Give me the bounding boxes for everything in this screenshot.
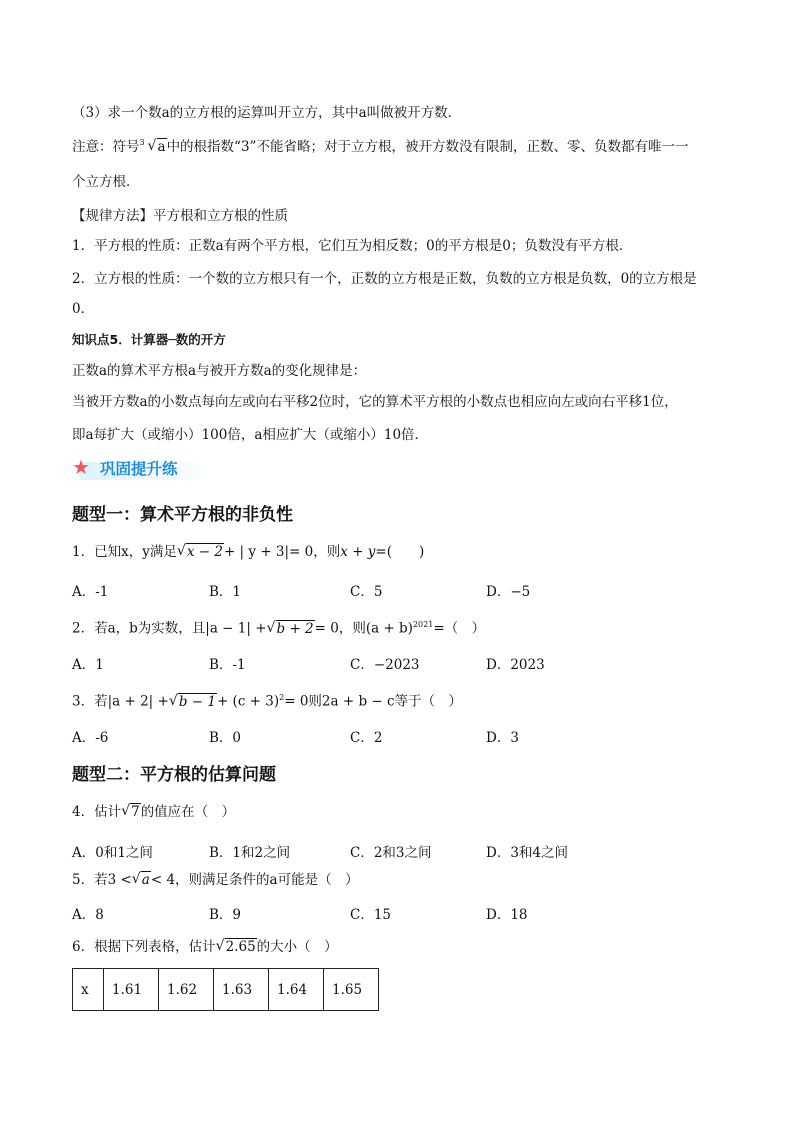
kp5-line1: 正数a的算术平方根a与被开方数a的变化规律是： [72,363,367,379]
table-cell: 1.63 [214,969,269,1011]
option-c: C．5 [350,584,383,600]
option-a: A．1 [72,657,104,673]
table-cell: 1.62 [159,969,214,1011]
table-cell: x [73,969,104,1011]
table-cell: 1.61 [104,969,159,1011]
option-c: C．15 [350,907,392,923]
question-3: 3．若|a + 2| +√ $b - 1+ (c + 3)^2= 0$则2a + b − c等于（ ） [72,689,462,711]
option-b: B．0 [209,730,242,746]
option-d: D．−5 [486,584,531,600]
sqrt-symbol: √ a [132,871,151,889]
sqrt-symbol: √ x − 2 [177,543,224,561]
option-c: C．2 [350,730,383,746]
options-3 [72,726,632,744]
option-a: A．-1 [72,584,109,600]
banner-title: 巩固提升练 [100,460,178,478]
table-cell: 1.65 [324,969,379,1011]
intro-note-end: 个立方根． [72,174,140,190]
option-b: B．-1 [209,657,246,673]
intro-p3: （3）求一个数a的立方根的运算叫开立方，其中a叫做被开方数． [72,105,462,121]
section-banner [72,456,272,480]
options-4 [72,841,632,859]
option-c: C．−2023 [350,657,420,673]
kp5-line2: 当被开方数a的小数点每向左或向右平移2位时，它的算术平方根的小数点也相应向左或向右平移1位， [72,394,678,410]
sqrt-symbol: √ b − 1 [169,693,217,711]
table-cell: 1.64 [269,969,324,1011]
rule-1: 1．平方根的性质：正数a有两个平方根，它们互为相反数；0的平方根是0；负数没有平方根． [72,238,633,254]
option-b: B．1 [209,584,242,600]
question-5: 5．若3 <√ a< 4，则满足条件的a可能是（ ） [72,871,359,889]
rule-2-end: 0． [72,301,95,317]
rules-heading: 【规律方法】平方根和立方根的性质 [72,208,288,224]
option-b: B．9 [209,907,242,923]
question-2: 2．若a，b为实数，且|a − 1| +√ b + 2= 0，则$(a + b)^{2021}=$（ ） [72,616,485,638]
sqrt-symbol: √ 2.65 [216,938,257,956]
cube-root-symbol: 3 √ a [140,138,167,156]
star-icon: ★ [72,455,90,479]
table-row [73,969,379,1011]
option-b: B．1和2之间 [209,845,291,861]
option-a: A．8 [72,907,104,923]
value-table [72,968,379,1011]
type1-heading: 题型一：算术平方根的非负性 [72,505,293,525]
option-d: D．18 [486,907,528,923]
option-d: D．3和4之间 [486,845,569,861]
type2-heading: 题型二：平方根的估算问题 [72,765,276,785]
options-2 [72,653,632,671]
question-1: 1．已知x，y满足√ x − 2+ | y + 3|= 0，则x + y=( ) [72,543,424,561]
rule-2: 2．立方根的性质：一个数的立方根只有一个，正数的立方根是正数，负数的立方根是负数，0的立方根是 [72,271,697,287]
kp5-heading: 知识点5．计算器─数的开方 [72,332,226,347]
sqrt-symbol: √ b + 2 [267,620,315,638]
option-d: D．3 [486,730,519,746]
option-a: A．-6 [72,730,109,746]
question-6: 6．根据下列表格，估计√ 2.65的大小（ ） [72,938,338,956]
question-4: 4．估计√ 7的值应在（ ） [72,803,235,821]
option-a: A．0和1之间 [72,845,153,861]
intro-note: 注意：符号 3 √ a中的根指数“3”不能省略；对于立方根，被开方数没有限制，正数、零、负数都有唯一一 [72,138,688,156]
option-d: D．2023 [486,657,545,673]
options-5 [72,903,632,921]
sqrt-symbol: √ 7 [121,803,141,821]
option-c: C．2和3之间 [350,845,432,861]
options-1 [72,580,632,598]
kp5-line3: 即a每扩大（或缩小）100倍，a相应扩大（或缩小）10倍． [72,427,429,443]
